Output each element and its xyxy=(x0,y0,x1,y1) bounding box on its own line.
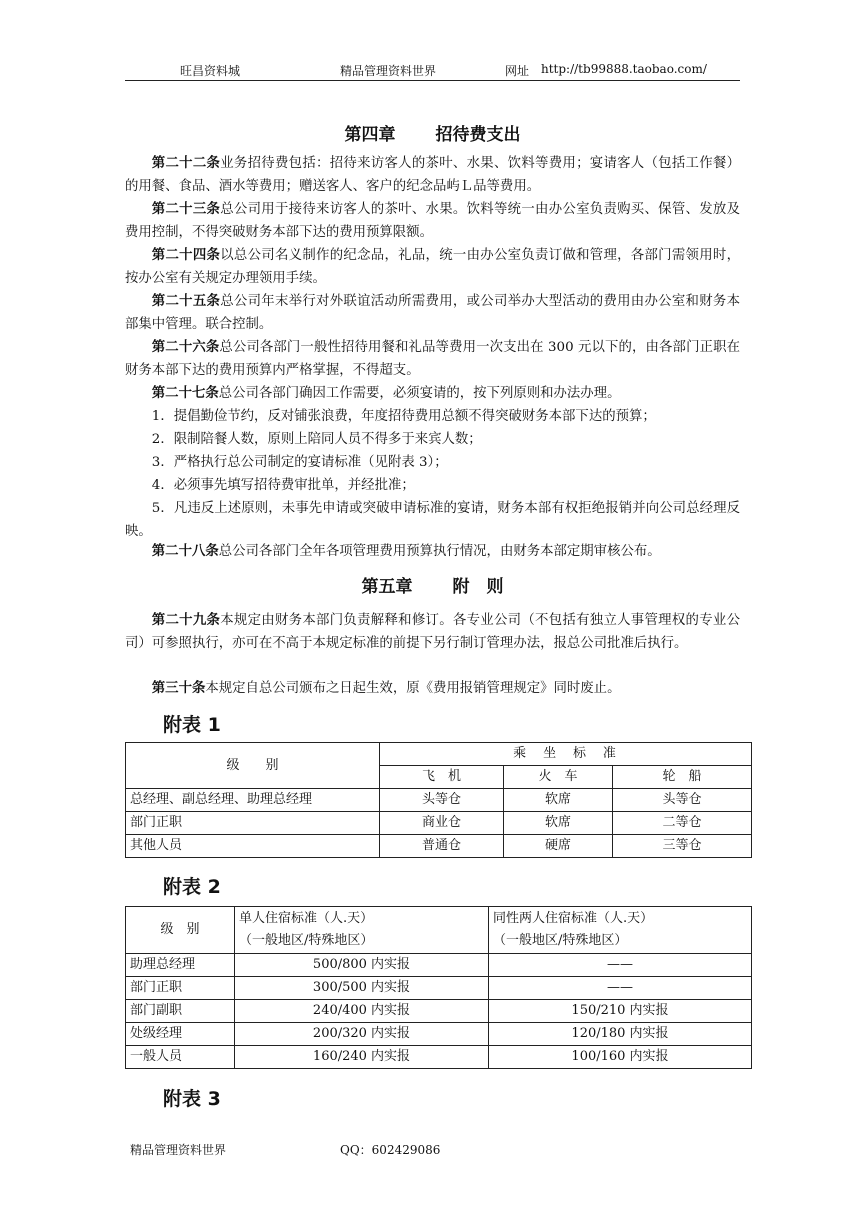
table-cell: 三等仓 xyxy=(613,835,752,858)
appendix-1-table xyxy=(125,742,752,858)
table-cell: 300/500 内实报 xyxy=(235,977,489,1000)
table-row xyxy=(126,1046,752,1069)
article-27-item-2: 2．限制陪餐人数，原则上陪同人员不得多于来宾人数； xyxy=(151,432,482,447)
table-row xyxy=(126,977,752,1000)
table-cell: 软席 xyxy=(504,789,613,812)
article-number: 第二十四条 xyxy=(151,248,221,263)
article-26 xyxy=(125,336,740,382)
footer-qq: QQ：602429086 xyxy=(340,1143,441,1157)
article-text: 业务招待费包括：招待来访客人的茶叶、水果、饮料等费用；宴请客人（包括工作餐）的用餐、食品、酒水等费用；赠送客人、客户的纪念品屿Ｌ品等费用。 xyxy=(125,156,741,194)
header-url[interactable]: http://tb99888.taobao.com/ xyxy=(541,62,707,76)
single-room-header xyxy=(235,907,489,954)
article-text: 本规定由财务本部门负责解释和修订。各专业公司（不包括有独立人事管理权的专业公司）可参照执行，亦可在不高于本规定标准的前提下另行制订管理办法，报总公司批准后执行。 xyxy=(125,613,741,651)
table-cell: 头等仓 xyxy=(380,789,504,812)
article-text: 总公司年末举行对外联谊活动所需费用，或公司举办大型活动的费用由办公室和财务本部集中管理。联合控制。 xyxy=(125,294,741,332)
article-22 xyxy=(125,152,740,198)
column-header: 火 车 xyxy=(504,766,613,789)
table-row xyxy=(126,835,752,858)
article-27-item-1: 1．提倡勤俭节约，反对铺张浪费，年度招待费用总额不得突破财务本部下达的预算； xyxy=(151,409,656,424)
single-room-header-line2: （一般地区/特殊地区） xyxy=(239,933,374,948)
table-cell: 商业仓 xyxy=(380,812,504,835)
table-header-row xyxy=(126,743,752,766)
table-cell: 二等仓 xyxy=(613,812,752,835)
travel-standard-header: 乘 坐 标 准 xyxy=(380,743,752,766)
article-number: 第二十八条 xyxy=(151,544,219,559)
table-cell: —— xyxy=(489,977,752,1000)
chapter-5-label: 第五章 xyxy=(361,577,413,597)
header-divider xyxy=(125,80,740,81)
article-number: 第二十二条 xyxy=(151,156,221,171)
page-header xyxy=(0,62,868,82)
table-cell: 其他人员 xyxy=(126,835,380,858)
table-row xyxy=(126,1000,752,1023)
article-text: 总公司各部门一般性招待用餐和礼品等费用一次支出在 300 元以下的，由各部门正职在财务本部下达的费用预算内严格掌握，不得超支。 xyxy=(125,340,740,378)
article-27-item-3: 3．严格执行总公司制定的宴请标准（见附表 3）； xyxy=(151,455,448,470)
article-25 xyxy=(125,290,740,336)
table-cell: 200/320 内实报 xyxy=(235,1023,489,1046)
shared-room-header xyxy=(489,907,752,954)
table-cell: 软席 xyxy=(504,812,613,835)
chapter-4-heading xyxy=(125,120,740,145)
header-left: 旺昌资料城 xyxy=(180,64,241,78)
article-text: 以总公司名义制作的纪念品，礼品，统一由办公室负责订做和管理，各部门需领用时，按办公室有关规定办理领用手续。 xyxy=(125,248,741,286)
table-cell: 部门正职 xyxy=(126,812,380,835)
article-text: 总公司用于接待来访客人的茶叶、水果。饮料等统一由办公室负责购买、保管、发放及费用控制，不得突破财务本部下达的费用预算限额。 xyxy=(125,202,741,240)
chapter-5-title: 附 则 xyxy=(452,577,504,597)
table-cell: 120/180 内实报 xyxy=(489,1023,752,1046)
article-24 xyxy=(125,244,740,290)
article-text: 本规定自总公司颁布之日起生效，原《费用报销管理规定》同时废止。 xyxy=(205,681,621,696)
level-header: 级 别 xyxy=(126,907,235,954)
table-row xyxy=(126,954,752,977)
table-cell: 100/160 内实报 xyxy=(489,1046,752,1069)
table-cell: —— xyxy=(489,954,752,977)
table-cell: 硬席 xyxy=(504,835,613,858)
article-27-item-5: 5．凡违反上述原则，未事先申请或突破申请标准的宴请，财务本部有权拒绝报销并向公司总经理反映。 xyxy=(125,501,740,539)
header-center: 精品管理资料世界 xyxy=(340,64,437,78)
column-header: 轮 船 xyxy=(613,766,752,789)
article-23 xyxy=(125,198,740,244)
article-27-item-4: 4．必须事先填写招待费审批单，并经批准； xyxy=(151,478,415,493)
article-number: 第二十七条 xyxy=(151,386,219,401)
table-cell: 头等仓 xyxy=(613,789,752,812)
article-number: 第二十三条 xyxy=(151,202,221,217)
table-row xyxy=(126,1023,752,1046)
chapter-4-title: 招待费支出 xyxy=(435,125,521,145)
article-29 xyxy=(125,609,740,655)
footer-left: 精品管理资料世界 xyxy=(130,1143,227,1157)
shared-room-header-line2: （一般地区/特殊地区） xyxy=(493,933,628,948)
table-cell: 总经理、副总经理、助理总经理 xyxy=(126,789,380,812)
appendix-1-title: 附表 1 xyxy=(163,714,221,736)
table-cell: 一般人员 xyxy=(126,1046,235,1069)
article-number: 第二十五条 xyxy=(151,294,221,309)
article-28 xyxy=(125,540,740,563)
article-number: 第三十条 xyxy=(151,681,206,696)
single-room-header-line1: 单人住宿标准（人.天） xyxy=(239,911,374,926)
table-cell: 160/240 内实报 xyxy=(235,1046,489,1069)
appendix-3-title: 附表 3 xyxy=(163,1088,221,1110)
table-cell: 240/400 内实报 xyxy=(235,1000,489,1023)
table-cell: 部门副职 xyxy=(126,1000,235,1023)
table-cell: 处级经理 xyxy=(126,1023,235,1046)
table-row xyxy=(126,812,752,835)
article-number: 第二十六条 xyxy=(151,340,220,355)
article-text: 总公司各部门全年各项管理费用预算执行情况，由财务本部定期审核公布。 xyxy=(218,544,661,559)
table-header-row xyxy=(126,907,752,954)
table-cell: 普通仓 xyxy=(380,835,504,858)
table-cell: 150/210 内实报 xyxy=(489,1000,752,1023)
article-text: 总公司各部门确因工作需要，必须宴请的，按下列原则和办法办理。 xyxy=(218,386,621,401)
article-number: 第二十九条 xyxy=(151,613,221,628)
article-30 xyxy=(125,677,740,700)
chapter-5-heading xyxy=(125,572,740,597)
table-cell: 助理总经理 xyxy=(126,954,235,977)
appendix-2-table xyxy=(125,906,752,1069)
appendix-2-title: 附表 2 xyxy=(163,876,221,898)
level-header: 级 别 xyxy=(126,743,380,789)
article-27 xyxy=(125,382,740,405)
chapter-4-label: 第四章 xyxy=(344,125,396,145)
column-header: 飞 机 xyxy=(380,766,504,789)
table-cell: 部门正职 xyxy=(126,977,235,1000)
table-cell: 500/800 内实报 xyxy=(235,954,489,977)
shared-room-header-line1: 同性两人住宿标准（人.天） xyxy=(493,911,654,926)
header-url-label: 网址 xyxy=(505,64,530,78)
table-row xyxy=(126,789,752,812)
